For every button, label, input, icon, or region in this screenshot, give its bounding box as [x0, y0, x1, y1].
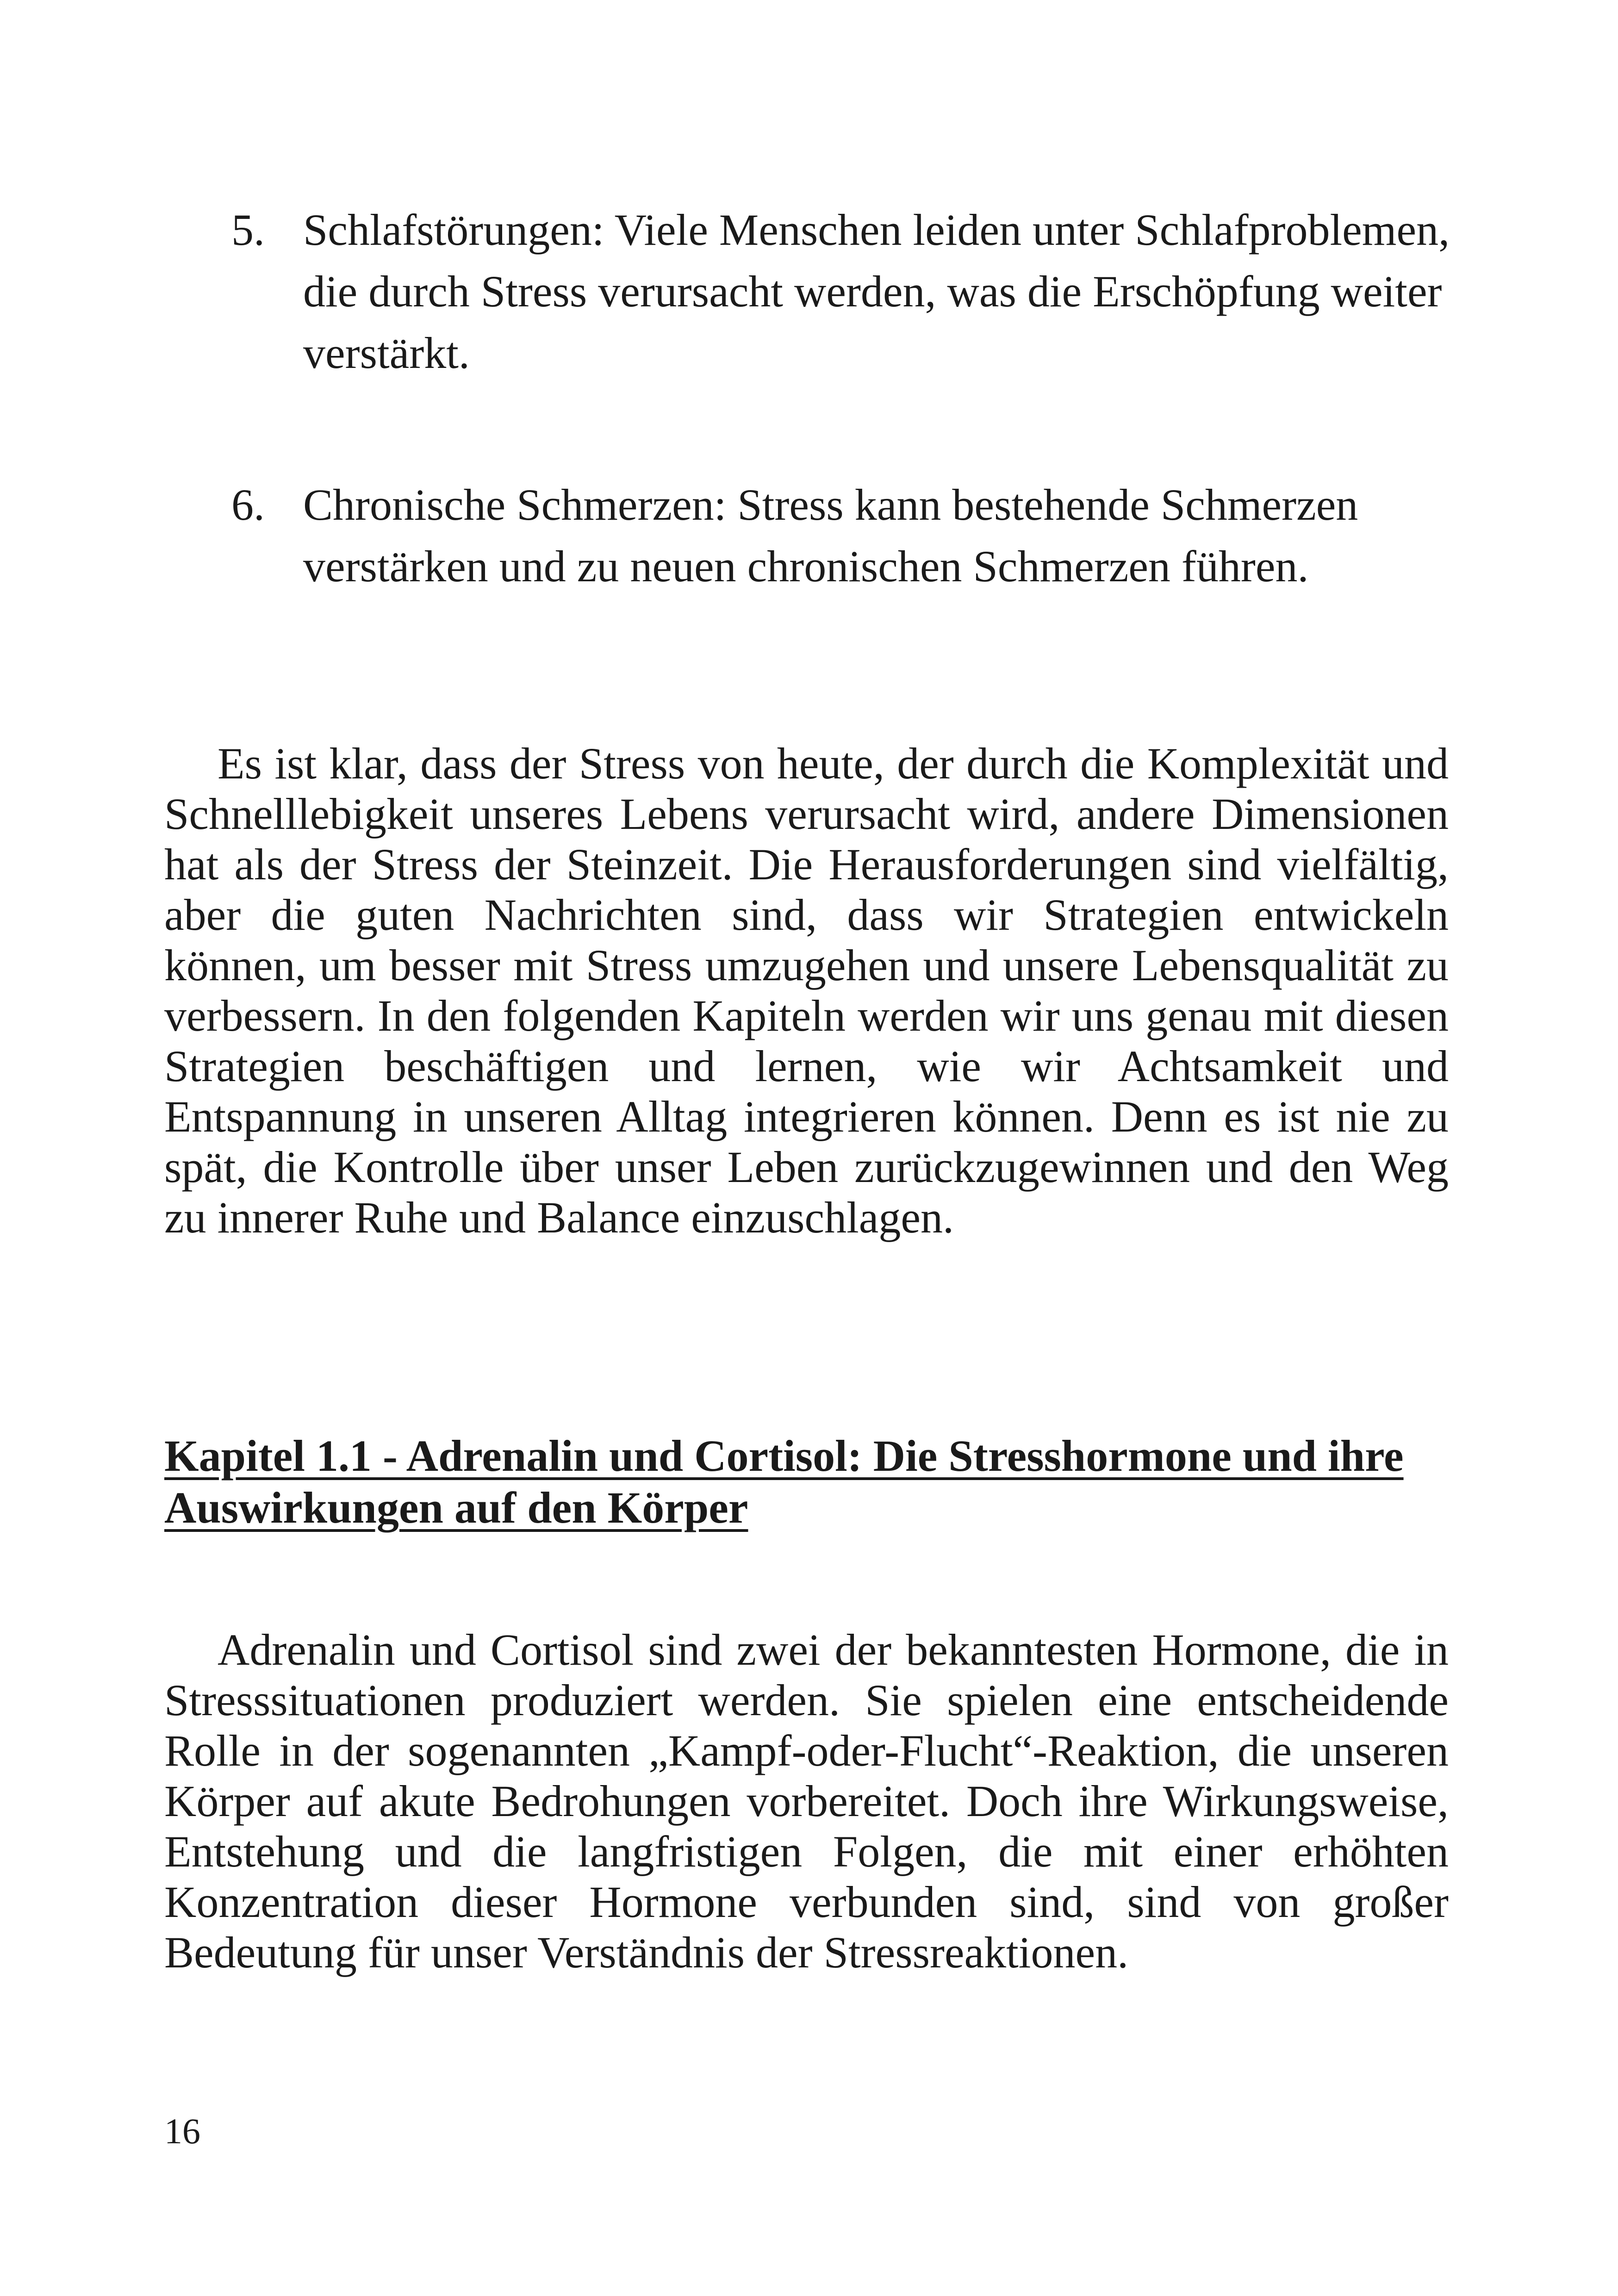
list-item-number: 5.	[231, 205, 265, 255]
list-item-text: Chronische Schmerzen: Stress kann bestehende Schmerzen verstärken und zu neuen chronischen Schmerzen führen.	[303, 480, 1358, 591]
symptom-list	[222, 199, 1472, 687]
page-number: 16	[164, 2111, 200, 2151]
list-item-text: Schlafstörungen: Viele Menschen leiden unter Schlafproblemen, die durch Stress verursacht werden, was die Erschöpfung weiter verstärkt.	[303, 205, 1450, 378]
list-item-number: 6.	[231, 480, 265, 529]
body-paragraph: Adrenalin und Cortisol sind zwei der bekanntesten Hormone, die in Stresssituationen produziert werden. Sie spielen eine entscheidende Rolle in der sogenannten „Kampf-oder-Flucht“-Reaktion, die unseren Körper auf akute Bedrohungen vorbereitet. Doch ihre Wirkungsweise, Entstehung und die langfristigen Folgen, die mit einer erhöhten Konzentration dieser Hormone verbunden sind, sind von großer Bedeutung für unser Verständnis der Stressreaktionen.	[164, 1625, 1449, 1977]
body-paragraph: Es ist klar, dass der Stress von heute, der durch die Komplexität und Schnelllebigkeit unseres Lebens verursacht wird, andere Dimensionen hat als der Stress der Steinzeit. Die Herausforderungen sind vielfältig, aber die guten Nachrichten sind, dass wir Strategien entwickeln können, um besser mit Stress umzugehen und unsere Lebensqualität zu verbessern. In den folgenden Kapiteln werden wir uns genau mit diesen Strategien beschäftigen und lernen, wie wir Achtsamkeit und Entspannung in unseren Alltag integrieren können. Denn es ist nie zu spät, die Kontrolle über unser Leben zurückzugewinnen und den Weg zu innerer Ruhe und Balance einzuschlagen.	[164, 739, 1449, 1242]
list-item	[222, 474, 1472, 597]
chapter-heading: Kapitel 1.1 - Adrenalin und Cortisol: Die Stresshormone und ihre Auswirkungen auf den Körper	[164, 1431, 1404, 1532]
list-item	[222, 199, 1472, 384]
